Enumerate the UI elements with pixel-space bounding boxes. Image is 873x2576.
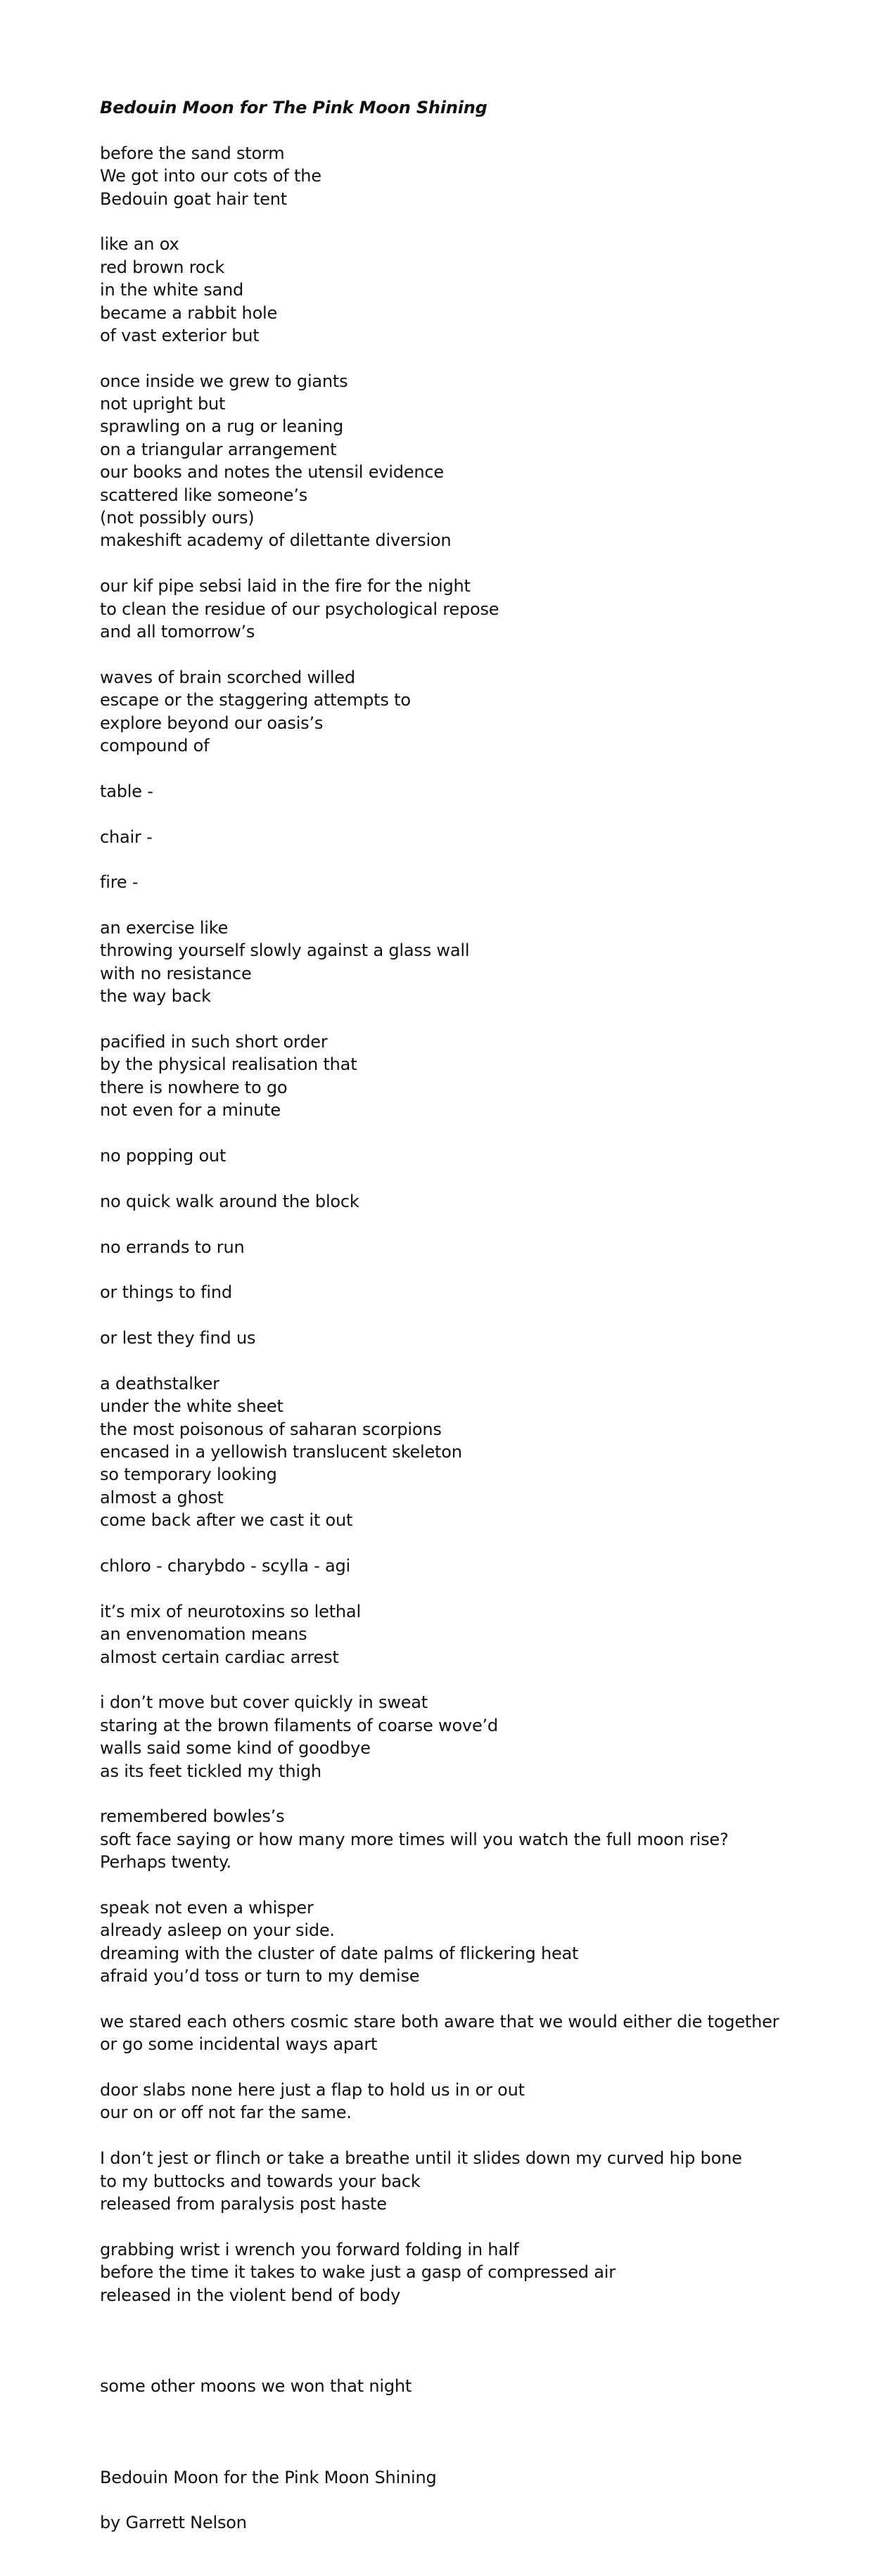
poem-line: a deathstalker — [100, 1373, 219, 1394]
poem-line: released in the violent bend of body — [100, 2285, 401, 2305]
stanza — [100, 1327, 846, 1349]
poem-line: door slabs none here just a flap to hold us in or out — [100, 2079, 525, 2100]
stanza — [100, 370, 846, 552]
poem-line: sprawling on a rug or leaning — [100, 416, 343, 437]
stanza — [100, 2147, 846, 2215]
poem-line: on a triangular arrangement — [100, 439, 337, 459]
poem-line: (not possibly ours) — [100, 508, 255, 528]
poem-line: red brown rock — [100, 257, 225, 277]
poem-line: no popping out — [100, 1145, 227, 1166]
spacer — [100, 2329, 846, 2375]
poem-line: not upright but — [100, 394, 226, 414]
poem-line: afraid you’d toss or turn to my demise — [100, 1966, 420, 1987]
stanza — [100, 666, 846, 758]
poem-line: by the physical realisation that — [100, 1054, 357, 1075]
poem-line: our kif pipe sebsi laid in the fire for the night — [100, 576, 471, 597]
poem-line: walls said some kind of goodbye — [100, 1738, 371, 1759]
poem-line: released from paralysis post haste — [100, 2193, 387, 2214]
byline: by Garrett Nelson — [100, 2513, 247, 2533]
stanza — [100, 2238, 846, 2307]
poem-line: come back after we cast it out — [100, 1510, 353, 1531]
stanza — [100, 2010, 846, 2056]
stanza — [100, 1190, 846, 1213]
poem-line: like an ox — [100, 234, 179, 255]
poem-line: grabbing wrist i wrench you forward folding in half — [100, 2239, 519, 2259]
poem-line: before the time it takes to wake just a gasp of compressed air — [100, 2262, 616, 2283]
poem-line: dreaming with the cluster of date palms of flickering heat — [100, 1943, 579, 1963]
stanza — [100, 1555, 846, 1577]
poem-line: almost certain cardiac arrest — [100, 1647, 339, 1667]
stanza — [100, 780, 846, 803]
poem-line: our books and notes the utensil evidence — [100, 462, 444, 483]
poem-page — [100, 96, 846, 2534]
spacer — [100, 2421, 846, 2466]
poem-line: throwing yourself slowly against a glass wall — [100, 941, 470, 961]
stanza — [100, 142, 846, 210]
poem-line: encased in a yellowish translucent skeleton — [100, 1442, 462, 1462]
poem-line: no errands to run — [100, 1237, 245, 1257]
poem-line: i don’t move but cover quickly in sweat — [100, 1692, 428, 1713]
stanza — [100, 1600, 846, 1669]
stanza — [100, 233, 846, 347]
poem-line: an exercise like — [100, 918, 229, 938]
poem-line: as its feet tickled my thigh — [100, 1761, 321, 1781]
poem-line: waves of brain scorched willed — [100, 667, 355, 687]
closing-title: Bedouin Moon for the Pink Moon Shining — [100, 2467, 437, 2487]
poem-line: or go some incidental ways apart — [100, 2034, 378, 2055]
poem-line: makeshift academy of dilettante diversion — [100, 530, 452, 551]
poem-line: almost a ghost — [100, 1487, 224, 1507]
poem-line: to my buttocks and towards your back — [100, 2171, 421, 2191]
poem-line: compound of — [100, 735, 210, 755]
stanza — [100, 1691, 846, 1783]
poem-line: before the sand storm — [100, 143, 285, 163]
poem-line: there is nowhere to go — [100, 1077, 288, 1097]
poem-line: to clean the residue of our psychological repose — [100, 599, 499, 619]
poem-line: and all tomorrow’s — [100, 621, 255, 642]
poem-line: we stared each others cosmic stare both aware that we would either die together — [100, 2011, 779, 2032]
stanza — [100, 575, 846, 643]
stanza — [100, 826, 846, 848]
poem-line: explore beyond our oasis’s — [100, 713, 324, 733]
poem-line: became a rabbit hole — [100, 302, 278, 323]
poem-line: so temporary looking — [100, 1465, 277, 1485]
poem-line: Bedouin goat hair tent — [100, 189, 288, 209]
poem-line: some other moons we won that night — [100, 2376, 412, 2397]
poem-line: I don’t jest or flinch or take a breathe until it slides down my curved hip bone — [100, 2148, 742, 2169]
poem-line: once inside we grew to giants — [100, 371, 348, 391]
stanza — [100, 2079, 846, 2124]
stanza — [100, 871, 846, 893]
poem-line: or things to find — [100, 1282, 232, 1303]
poem-line: escape or the staggering attempts to — [100, 690, 411, 710]
stanza — [100, 1236, 846, 1258]
poem-line: scattered like someone’s — [100, 485, 308, 505]
poem-line: of vast exterior but — [100, 325, 260, 345]
stanza — [100, 1281, 846, 1303]
poem-line: soft face saying or how many more times will you watch the full moon rise? — [100, 1829, 729, 1849]
poem-title: Bedouin Moon for The Pink Moon Shining — [100, 98, 488, 117]
stanza — [100, 1372, 846, 1532]
poem-line: not even for a minute — [100, 1100, 281, 1121]
poem-body — [100, 142, 846, 2307]
poem-line: with no resistance — [100, 963, 252, 983]
poem-line: Perhaps twenty. — [100, 1852, 231, 1873]
poem-line: in the white sand — [100, 280, 244, 300]
poem-line: no quick walk around the block — [100, 1191, 359, 1211]
poem-line: already asleep on your side. — [100, 1920, 335, 1941]
poem-line: the most poisonous of saharan scorpions — [100, 1419, 442, 1439]
poem-line: an envenomation means — [100, 1624, 307, 1645]
poem-line: We got into our cots of the — [100, 166, 321, 186]
poem-line: it’s mix of neurotoxins so lethal — [100, 1601, 361, 1621]
poem-line: pacified in such short order — [100, 1032, 328, 1052]
poem-line: fire - — [100, 872, 139, 893]
poem-line: under the white sheet — [100, 1396, 283, 1417]
stanza — [100, 917, 846, 1008]
stanza — [100, 1031, 846, 1122]
poem-line: the way back — [100, 986, 211, 1007]
stanza — [100, 1144, 846, 1167]
poem-line: chloro - charybdo - scylla - agi — [100, 1556, 351, 1576]
poem-line: staring at the brown filaments of coarse wove’d — [100, 1715, 498, 1735]
poem-line: our on or off not far the same. — [100, 2103, 352, 2123]
poem-line: remembered bowles’s — [100, 1806, 285, 1827]
poem-line: speak not even a whisper — [100, 1897, 314, 1918]
final-line — [100, 2375, 846, 2397]
stanza — [100, 1805, 846, 1873]
poem-line: table - — [100, 781, 153, 801]
poem-line: or lest they find us — [100, 1328, 256, 1348]
poem-line: chair - — [100, 827, 153, 847]
stanza — [100, 1896, 846, 1988]
